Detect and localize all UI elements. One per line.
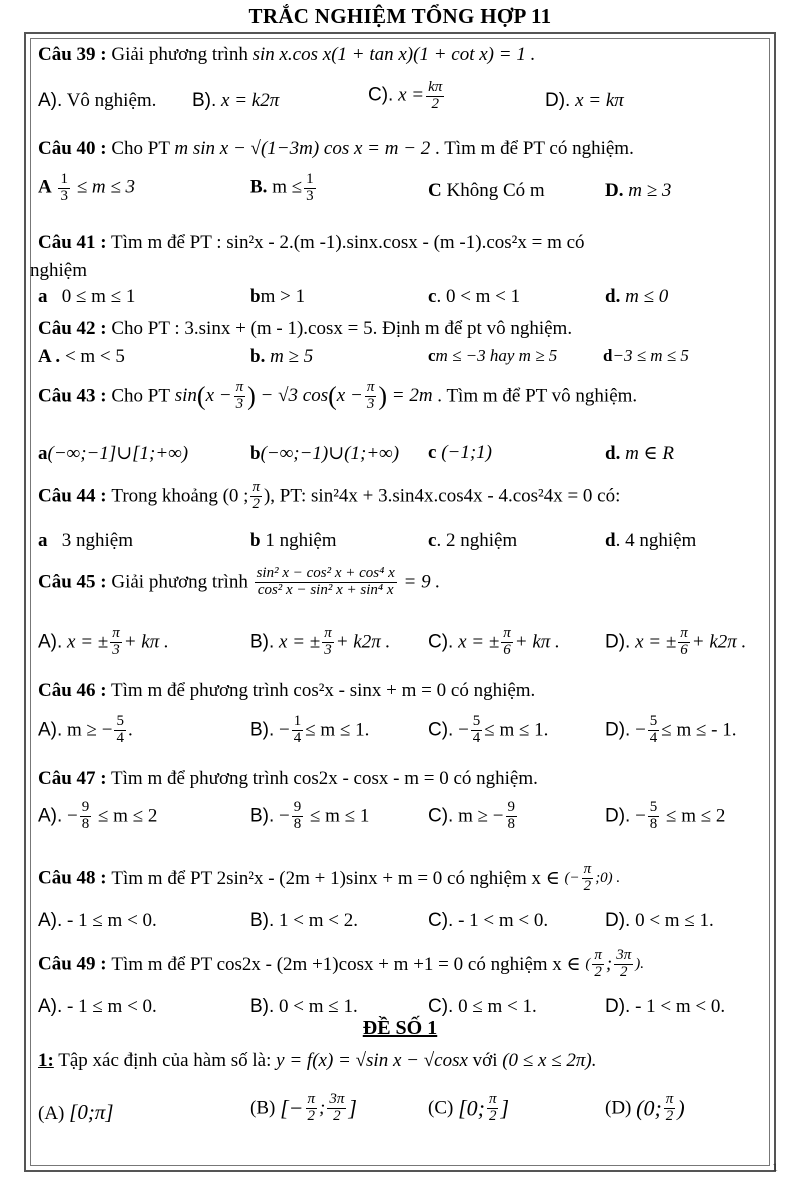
option-c: c. 0 < m < 1 [428,286,521,307]
option-d: D). - 1 < m < 0. [605,996,726,1017]
option-b: B). x = k2π [192,90,280,111]
option-b: B). − $\frac{1}{4}$ ≤ m ≤ 1. [250,713,370,746]
option-d: d−3 ≤ m ≤ 5 [603,346,689,365]
option-c: C). m ≥ − $\frac{9}{8}$ [428,799,515,832]
option-c: C). x = $\frac{k\pi}{2}$ [368,79,443,112]
option-c: C). 0 ≤ m < 1. [428,996,537,1017]
option-d: D). − $\frac{5}{4}$ ≤ m ≤ - 1. [605,713,737,746]
option-c: C). - 1 < m < 0. [428,910,549,931]
question-47 [38,768,538,790]
question-label: Câu 48 : [38,867,107,889]
option-a: A). - 1 ≤ m < 0. [38,996,157,1017]
question-label: Câu 39 : [38,44,107,65]
option-a: a 3 nghiệm [38,530,133,551]
equation: sin(x − $\frac{\pi}{3}$ ) − √3 cos(x − $\frac{\pi}{3}$ ) = 2m [174,379,433,412]
option-d: D). − $\frac{5}{8}$ ≤ m ≤ 2 [605,799,726,832]
question-text: Giải phương trình [111,571,248,593]
option-b: B. m ≤ $\frac{1}{3}$ [250,171,314,204]
option-a: A . < m < 5 [38,346,125,367]
option-d: d. 4 nghiệm [605,530,697,551]
question-label: Câu 41 : [38,232,107,253]
option-a: A $\frac{1}{3}$ ≤ m ≤ 3 [38,171,136,204]
problem-1: 1: Tập xác định của hàm số là: y = f(x) = √sin x − √cosx với (0 ≤ x ≤ 2π). [38,1050,597,1071]
question-text: Cho PT [111,385,170,407]
option-a: a 0 ≤ m ≤ 1 [38,286,136,307]
equation: m sin x − √(1−3m) cos x = m − 2 [174,138,431,159]
option-d: D). x = kπ [545,90,624,111]
option-c: C). − $\frac{5}{4}$ ≤ m ≤ 1. [428,713,549,746]
option-d: d. m ∈ R [605,443,674,464]
question-text: Trong khoảng (0 ; [111,485,249,507]
question-40: Câu 40 : Cho PT m sin x − √(1−3m) cos x = m − 2 . Tìm m để PT có nghiệm. [38,138,634,159]
question-label: Câu 40 : [38,138,107,159]
option-b: b 1 nghiệm [250,530,337,551]
question-text: Giải phương trình [111,44,248,65]
problem-text: Tập xác định của hàm số là: [58,1050,272,1071]
option-c: C). x = ± $\frac{\pi}{6}$ + kπ . [428,625,560,658]
question-label: Câu 43 : [38,385,107,407]
question-text: Tìm m để PT : sin²x - 2.(m -1).sinx.cosx - (m -1).cos²x = m có [111,232,585,253]
option-a: A). x = ± $\frac{\pi}{3}$ + kπ . [38,625,169,658]
problem-label: 1: [38,1050,54,1071]
section-heading: ĐỀ SỐ 1 [362,1017,438,1039]
question-43: Câu 43 : Cho PT sin(x − $\frac{\pi}{3}$ ) − √3 cos(x − $\frac{\pi}{3}$ ) = 2m . Tìm m để PT vô nghiệm. [38,379,638,412]
question-text: Tìm m để phương trình cos²x - sinx + m = 0 có nghiệm. [111,680,536,701]
question-label: Câu 46 : [38,680,107,701]
option-b: B). x = ± $\frac{\pi}{3}$ + k2π . [250,625,391,658]
equation: y = f(x) = √sin x − √cosx [276,1050,468,1071]
option-c: c (−1;1) [428,442,492,463]
question-label: Câu 42 : [38,318,107,339]
equation: sin x.cos x(1 + tan x)(1 + cot x) = 1 . [252,44,536,65]
option-a: a(−∞;−1]∪[1;+∞) [38,443,189,464]
option-d: D). x = ± $\frac{\pi}{6}$ + k2π . [605,625,747,658]
option-a: A). Vô nghiệm. [38,90,157,111]
question-42 [38,318,572,340]
question-44: Câu 44 : Trong khoảng (0 ; $\frac{\pi}{2}$ ), PT: sin²4x + 3.sin4x.cos4x - 4.cos²4x = 0 có: [38,479,621,512]
option-c: C Không Có m [428,180,545,201]
page-number: 1 [772,1160,778,1174]
question-text: Tìm m để PT cos2x - (2m +1)cosx + m +1 = 0 có nghiệm x ∈ [111,953,581,975]
option-d: D. m ≥ 3 [605,180,672,201]
option-b: B). 0 < m ≤ 1. [250,996,358,1017]
option-a: A). - 1 ≤ m < 0. [38,910,157,931]
question-text: Tìm m để phương trình cos2x - cosx - m = 0 có nghiệm. [111,768,538,789]
option-a: A). m ≥ − $\frac{5}{4}$ . [38,713,133,746]
question-39 [38,44,535,66]
option-b: B). − $\frac{9}{8}$ ≤ m ≤ 1 [250,799,370,832]
question-45: Câu 45 : Giải phương trình $\frac{\text{sin² x − cos² x + cos⁴ x}}{\text{cos² x − sin² x + sin⁴ x}}$ = 9 . [38,565,441,598]
option-b: B). 1 < m < 2. [250,910,358,931]
option-b: bm > 1 [250,286,306,307]
option-c: (C) [0; $\frac{\pi}{2}$ ] [428,1091,510,1124]
question-label: Câu 47 : [38,768,107,789]
option-a: (A) [0;π] [38,1100,114,1124]
question-text: Cho PT : 3.sinx + (m - 1).cosx = 5. Định m để pt vô nghiệm. [111,318,573,339]
question-text-continued: nghiệm [30,260,87,281]
question-label: Câu 49 : [38,953,107,975]
question-48: Câu 48 : Tìm m để PT 2sin²x - (2m + 1)sinx + m = 0 có nghiệm x ∈ (− $\frac{\pi}{2}$ ;0) . [38,861,621,894]
question-label: Câu 45 : [38,571,107,593]
question-label: Câu 44 : [38,485,107,507]
option-b: b(−∞;−1)∪(1;+∞) [250,443,400,464]
option-b: (B) [− $\frac{\pi}{2}$ ; $\frac{3\pi}{2}$ ] [250,1091,357,1124]
question-41 [38,232,585,254]
question-46 [38,680,535,702]
page-title: TRẮC NGHIỆM TỔNG HỢP 11 [248,4,552,28]
option-d: (D) (0; $\frac{\pi}{2}$ ) [605,1091,685,1124]
option-b: b. m ≥ 5 [250,346,314,367]
question-text: Tìm m để PT 2sin²x - (2m + 1)sinx + m = 0 có nghiệm x ∈ [111,867,560,889]
question-text: Cho PT [111,138,170,159]
option-d: D). 0 < m ≤ 1. [605,910,714,931]
question-49: Câu 49 : Tìm m để PT cos2x - (2m +1)cosx + m +1 = 0 có nghiệm x ∈ ( $\frac{\pi}{2}$ ; $\frac{3\pi}{2}$ ). [38,947,644,980]
option-c: cm ≤ −3 hay m ≥ 5 [428,346,558,365]
option-c: c. 2 nghiệm [428,530,518,551]
option-d: d. m ≤ 0 [605,286,669,307]
option-a: A). − $\frac{9}{8}$ ≤ m ≤ 2 [38,799,158,832]
